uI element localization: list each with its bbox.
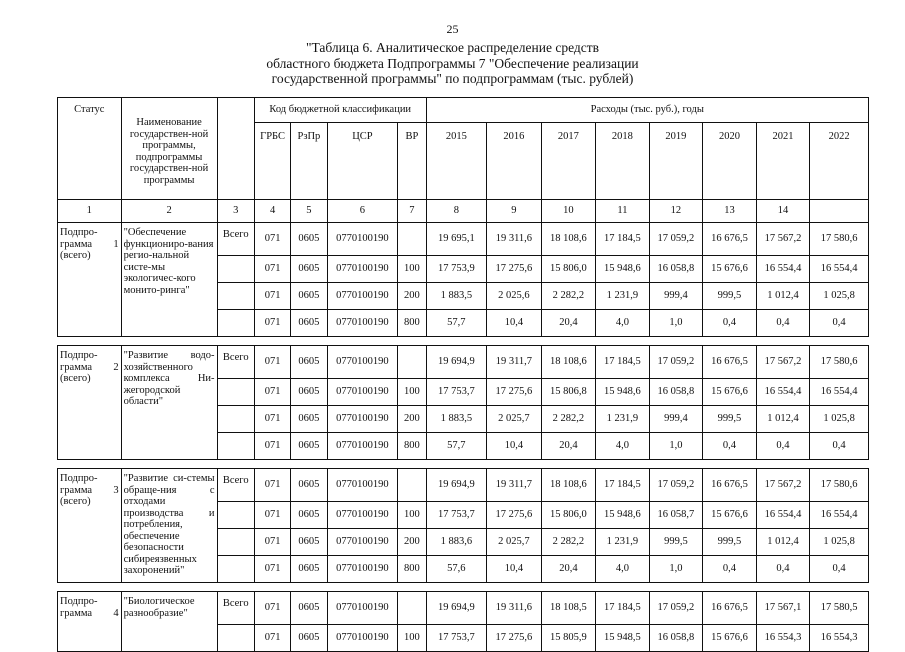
header-name: Наименование государствен-ной программы, подпрограммы государствен-ной программы [121, 98, 217, 200]
expense-cell: 17 275,6 [487, 379, 542, 406]
expense-cell: 16 058,8 [649, 379, 703, 406]
rzpr-cell: 0605 [291, 592, 327, 625]
empty-cell [217, 529, 254, 556]
expense-cell: 0,4 [756, 310, 810, 337]
index-cell: 11 [596, 200, 650, 223]
rzpr-cell: 0605 [291, 223, 327, 256]
expense-cell: 999,4 [649, 283, 703, 310]
expense-cell: 1 012,4 [756, 406, 810, 433]
header-grbs: ГРБС [254, 123, 290, 200]
table-title [0, 40, 905, 87]
vr-cell: 800 [398, 556, 426, 583]
expense-cell: 15 676,6 [703, 379, 757, 406]
expense-cell: 0,4 [756, 433, 810, 460]
expense-cell: 17 184,5 [596, 592, 650, 625]
expense-cell: 17 567,2 [756, 223, 810, 256]
table-row [58, 469, 869, 502]
expense-cell: 999,4 [649, 406, 703, 433]
expense-cell: 16 554,3 [756, 625, 810, 652]
expense-cell: 16 554,4 [810, 379, 869, 406]
empty-cell [217, 379, 254, 406]
expense-cell: 16 554,4 [810, 502, 869, 529]
csr-cell: 0770100190 [327, 379, 398, 406]
expense-cell: 0,4 [703, 310, 757, 337]
csr-cell: 0770100190 [327, 223, 398, 256]
header-year: 2020 [703, 123, 757, 200]
expense-cell: 4,0 [596, 433, 650, 460]
subprogram-name: "Развитие си-стемы обраще-ния с отходами производства и потребления, обеспечение безопасности сибиреязвенных захоронений" [121, 469, 217, 583]
expense-cell: 16 058,7 [649, 502, 703, 529]
grbs-cell: 071 [254, 223, 290, 256]
spacer-cell [58, 460, 869, 469]
subprogram-status: Подпро-грамма 2 (всего) [58, 346, 122, 460]
group-spacer [58, 337, 869, 346]
grbs-cell: 071 [254, 310, 290, 337]
expense-cell: 18 108,6 [541, 223, 596, 256]
expense-cell: 999,5 [703, 406, 757, 433]
rzpr-cell: 0605 [291, 283, 327, 310]
rzpr-cell: 0605 [291, 256, 327, 283]
subprogram-name: "Развитие водо-хозяйственного комплекса Ни-жегородской области" [121, 346, 217, 460]
rzpr-cell: 0605 [291, 529, 327, 556]
expense-cell: 1 012,4 [756, 283, 810, 310]
empty-cell [217, 625, 254, 652]
index-cell: 1 [58, 200, 122, 223]
expense-cell: 16 554,4 [756, 379, 810, 406]
expense-cell: 20,4 [541, 310, 596, 337]
expense-cell: 0,4 [703, 433, 757, 460]
expense-cell: 15 806,0 [541, 502, 596, 529]
header-code-group: Код бюджетной классификации [254, 98, 426, 123]
grbs-cell: 071 [254, 283, 290, 310]
header-status: Статус [58, 98, 122, 200]
expense-cell: 19 694,9 [426, 469, 487, 502]
table-row [58, 592, 869, 625]
expense-cell: 57,7 [426, 433, 487, 460]
expense-cell: 17 059,2 [649, 469, 703, 502]
expense-cell: 16 058,8 [649, 625, 703, 652]
expense-cell: 17 753,7 [426, 502, 487, 529]
header-year: 2016 [487, 123, 542, 200]
expense-cell: 16 554,4 [810, 256, 869, 283]
header-year: 2022 [810, 123, 869, 200]
expense-cell: 19 694,9 [426, 592, 487, 625]
expense-cell: 17 184,5 [596, 469, 650, 502]
table-row [58, 223, 869, 256]
expense-cell: 0,4 [810, 433, 869, 460]
csr-cell: 0770100190 [327, 346, 398, 379]
expense-cell: 19 694,9 [426, 346, 487, 379]
expense-cell: 1 025,8 [810, 406, 869, 433]
expense-cell: 2 282,2 [541, 406, 596, 433]
expense-cell: 17 567,1 [756, 592, 810, 625]
vr-cell: 800 [398, 433, 426, 460]
subprogram-status: Подпро-грамма 1 (всего) [58, 223, 122, 337]
expense-cell: 16 554,4 [756, 256, 810, 283]
expense-cell: 17 580,6 [810, 223, 869, 256]
csr-cell: 0770100190 [327, 433, 398, 460]
header-year: 2019 [649, 123, 703, 200]
header-expenses-group: Расходы (тыс. руб.), годы [426, 98, 868, 123]
expense-cell: 16 554,3 [810, 625, 869, 652]
expense-cell: 18 108,6 [541, 346, 596, 379]
index-cell: 9 [487, 200, 542, 223]
spacer-cell [58, 337, 869, 346]
expense-cell: 1 025,8 [810, 529, 869, 556]
expense-cell: 19 311,7 [487, 469, 542, 502]
grbs-cell: 071 [254, 379, 290, 406]
grbs-cell: 071 [254, 256, 290, 283]
expense-cell: 0,4 [810, 556, 869, 583]
index-cell: 6 [327, 200, 398, 223]
grbs-cell: 071 [254, 469, 290, 502]
csr-cell: 0770100190 [327, 283, 398, 310]
expense-cell: 15 948,6 [596, 256, 650, 283]
expense-cell: 17 184,5 [596, 346, 650, 379]
expense-cell: 15 805,9 [541, 625, 596, 652]
grbs-cell: 071 [254, 625, 290, 652]
expense-cell: 15 806,8 [541, 379, 596, 406]
vr-cell: 800 [398, 310, 426, 337]
expense-cell: 19 311,6 [487, 592, 542, 625]
header-blank [217, 98, 254, 200]
expense-cell: 999,5 [649, 529, 703, 556]
total-label: Всего [217, 592, 254, 625]
subprogram-status: Подпро-грамма 3 (всего) [58, 469, 122, 583]
expense-cell: 18 108,6 [541, 469, 596, 502]
expense-cell: 17 753,7 [426, 379, 487, 406]
expense-cell: 1 231,9 [596, 529, 650, 556]
header-year: 2021 [756, 123, 810, 200]
grbs-cell: 071 [254, 592, 290, 625]
vr-cell: 200 [398, 529, 426, 556]
expense-cell: 2 025,7 [487, 406, 542, 433]
empty-cell [217, 502, 254, 529]
expense-cell: 16 058,8 [649, 256, 703, 283]
empty-cell [217, 283, 254, 310]
empty-cell [217, 433, 254, 460]
expense-cell: 999,5 [703, 283, 757, 310]
csr-cell: 0770100190 [327, 592, 398, 625]
expense-cell: 1,0 [649, 556, 703, 583]
total-label: Всего [217, 469, 254, 502]
grbs-cell: 071 [254, 406, 290, 433]
expense-cell: 15 948,6 [596, 502, 650, 529]
table-row [58, 346, 869, 379]
title-line: государственной программы" по подпрограммам (тыс. рублей) [271, 71, 634, 86]
index-cell: 3 [217, 200, 254, 223]
vr-cell [398, 469, 426, 502]
expense-cell: 1 231,9 [596, 283, 650, 310]
expense-cell: 2 282,2 [541, 529, 596, 556]
vr-cell [398, 592, 426, 625]
vr-cell: 100 [398, 502, 426, 529]
expense-cell: 16 676,5 [703, 592, 757, 625]
vr-cell [398, 346, 426, 379]
index-cell: 10 [541, 200, 596, 223]
expense-cell: 15 676,6 [703, 625, 757, 652]
rzpr-cell: 0605 [291, 433, 327, 460]
expense-cell: 15 806,0 [541, 256, 596, 283]
index-cell: 12 [649, 200, 703, 223]
rzpr-cell: 0605 [291, 625, 327, 652]
expense-cell: 57,7 [426, 310, 487, 337]
budget-table [57, 97, 869, 652]
expense-cell: 15 948,6 [596, 379, 650, 406]
rzpr-cell: 0605 [291, 346, 327, 379]
csr-cell: 0770100190 [327, 469, 398, 502]
vr-cell: 100 [398, 256, 426, 283]
rzpr-cell: 0605 [291, 406, 327, 433]
expense-cell: 10,4 [487, 433, 542, 460]
expense-cell: 16 676,5 [703, 346, 757, 379]
spacer-cell [58, 583, 869, 592]
empty-cell [217, 556, 254, 583]
csr-cell: 0770100190 [327, 502, 398, 529]
page-number: 25 [446, 22, 459, 36]
index-cell: 14 [756, 200, 810, 223]
expense-cell: 19 695,1 [426, 223, 487, 256]
expense-cell: 0,4 [703, 556, 757, 583]
expense-cell: 17 753,7 [426, 625, 487, 652]
csr-cell: 0770100190 [327, 625, 398, 652]
title-line: "Таблица 6. Аналитическое распределение средств [305, 40, 600, 55]
expense-cell: 17 059,2 [649, 346, 703, 379]
expense-cell: 1 883,6 [426, 529, 487, 556]
expense-cell: 15 948,5 [596, 625, 650, 652]
expense-cell: 18 108,5 [541, 592, 596, 625]
expense-cell: 17 580,6 [810, 346, 869, 379]
subprogram-name: "Биологическое разнообразие" [121, 592, 217, 652]
empty-cell [217, 256, 254, 283]
grbs-cell: 071 [254, 346, 290, 379]
grbs-cell: 071 [254, 529, 290, 556]
header-vr: ВР [398, 123, 426, 200]
csr-cell: 0770100190 [327, 556, 398, 583]
index-cell: 2 [121, 200, 217, 223]
vr-cell: 200 [398, 406, 426, 433]
expense-cell: 17 275,6 [487, 625, 542, 652]
expense-cell: 15 676,6 [703, 256, 757, 283]
group-spacer [58, 460, 869, 469]
expense-cell: 16 676,5 [703, 469, 757, 502]
expense-cell: 1 012,4 [756, 529, 810, 556]
index-cell: 4 [254, 200, 290, 223]
expense-cell: 999,5 [703, 529, 757, 556]
grbs-cell: 071 [254, 433, 290, 460]
rzpr-cell: 0605 [291, 310, 327, 337]
vr-cell: 100 [398, 625, 426, 652]
group-spacer [58, 583, 869, 592]
expense-cell: 2 025,7 [487, 529, 542, 556]
expense-cell: 19 311,7 [487, 346, 542, 379]
csr-cell: 0770100190 [327, 529, 398, 556]
csr-cell: 0770100190 [327, 256, 398, 283]
expense-cell: 20,4 [541, 556, 596, 583]
grbs-cell: 071 [254, 556, 290, 583]
expense-cell: 17 184,5 [596, 223, 650, 256]
rzpr-cell: 0605 [291, 469, 327, 502]
expense-cell: 1,0 [649, 310, 703, 337]
empty-cell [217, 406, 254, 433]
expense-cell: 17 275,6 [487, 256, 542, 283]
subprogram-status: Подпро-грамма 4 [58, 592, 122, 652]
expense-cell: 19 311,6 [487, 223, 542, 256]
index-cell: 7 [398, 200, 426, 223]
expense-cell: 4,0 [596, 310, 650, 337]
expense-cell: 1,0 [649, 433, 703, 460]
index-row [58, 200, 869, 223]
total-label: Всего [217, 223, 254, 256]
expense-cell: 15 676,6 [703, 502, 757, 529]
header-csr: ЦСР [327, 123, 398, 200]
expense-cell: 2 282,2 [541, 283, 596, 310]
index-cell [810, 200, 869, 223]
header-rzpr: РзПр [291, 123, 327, 200]
index-cell: 13 [703, 200, 757, 223]
expense-cell: 16 554,4 [756, 502, 810, 529]
expense-cell: 17 567,2 [756, 346, 810, 379]
expense-cell: 17 580,6 [810, 469, 869, 502]
header-year: 2018 [596, 123, 650, 200]
expense-cell: 16 676,5 [703, 223, 757, 256]
expense-cell: 1 883,5 [426, 283, 487, 310]
expense-cell: 1 025,8 [810, 283, 869, 310]
expense-cell: 17 567,2 [756, 469, 810, 502]
expense-cell: 0,4 [810, 310, 869, 337]
expense-cell: 17 753,9 [426, 256, 487, 283]
expense-cell: 0,4 [756, 556, 810, 583]
rzpr-cell: 0605 [291, 379, 327, 406]
expense-cell: 20,4 [541, 433, 596, 460]
header-year: 2015 [426, 123, 487, 200]
vr-cell [398, 223, 426, 256]
vr-cell: 100 [398, 379, 426, 406]
rzpr-cell: 0605 [291, 556, 327, 583]
grbs-cell: 071 [254, 502, 290, 529]
expense-cell: 57,6 [426, 556, 487, 583]
expense-cell: 2 025,6 [487, 283, 542, 310]
csr-cell: 0770100190 [327, 310, 398, 337]
expense-cell: 4,0 [596, 556, 650, 583]
expense-cell: 10,4 [487, 310, 542, 337]
title-line: областного бюджета Подпрограммы 7 "Обеспечение реализации [266, 55, 639, 71]
subprogram-name: "Обеспечение функциониро-вания регио-нальной систе-мы экологичес-кого монито-ринга" [121, 223, 217, 337]
index-cell: 5 [291, 200, 327, 223]
expense-cell: 1 883,5 [426, 406, 487, 433]
expense-cell: 17 059,2 [649, 592, 703, 625]
expense-cell: 17 580,5 [810, 592, 869, 625]
total-label: Всего [217, 346, 254, 379]
index-cell: 8 [426, 200, 487, 223]
expense-cell: 17 275,6 [487, 502, 542, 529]
expense-cell: 1 231,9 [596, 406, 650, 433]
vr-cell: 200 [398, 283, 426, 310]
expense-cell: 17 059,2 [649, 223, 703, 256]
csr-cell: 0770100190 [327, 406, 398, 433]
expense-cell: 10,4 [487, 556, 542, 583]
empty-cell [217, 310, 254, 337]
header-year: 2017 [541, 123, 596, 200]
rzpr-cell: 0605 [291, 502, 327, 529]
